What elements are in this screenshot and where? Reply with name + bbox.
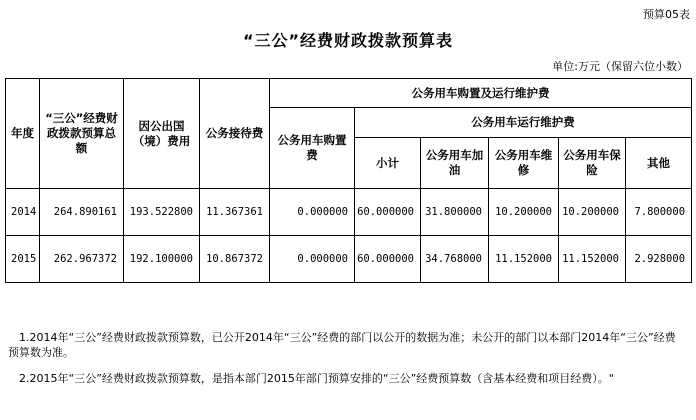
table-row — [6, 236, 692, 283]
header-other: 其他 — [626, 138, 692, 189]
notes-section — [8, 330, 684, 397]
cell-insurance: 10.200000 — [559, 189, 626, 236]
form-number: 预算05表 — [643, 8, 690, 21]
cell-other: 7.800000 — [626, 189, 692, 236]
page-title: “三公”经费财政拨款预算表 — [242, 31, 454, 50]
header-insurance: 公务用车保险 — [559, 138, 626, 189]
cell-reception: 10.867372 — [200, 236, 270, 283]
header-repair: 公务用车维修 — [489, 138, 559, 189]
cell-insurance: 11.152000 — [559, 236, 626, 283]
cell-total: 264.890161 — [40, 189, 124, 236]
note-item: 1.2014年“三公”经费财政拨款预算数，已公开2014年“三公”经费的部门以公开的数据为准；未公开的部门以本部门2014年“三公”经费预算数为准。 — [8, 331, 676, 359]
header-vehicle-group: 公务用车购置及运行维护费 — [270, 79, 692, 108]
cell-subtotal: 60.000000 — [355, 189, 421, 236]
cell-fuel: 34.768000 — [421, 236, 489, 283]
cell-vehicle-purchase: 0.000000 — [270, 236, 355, 283]
cell-reception: 11.367361 — [200, 189, 270, 236]
header-vehicle-operation: 公务用车运行维护费 — [355, 108, 692, 138]
cell-abroad: 192.100000 — [124, 236, 200, 283]
header-vehicle-purchase: 公务用车购置费 — [270, 108, 355, 189]
cell-abroad: 193.522800 — [124, 189, 200, 236]
cell-repair: 10.200000 — [489, 189, 559, 236]
cell-vehicle-purchase: 0.000000 — [270, 189, 355, 236]
cell-year: 2015 — [6, 236, 40, 283]
budget-table — [5, 78, 692, 283]
cell-subtotal: 60.000000 — [355, 236, 421, 283]
table-row — [6, 189, 692, 236]
unit-note: 单位:万元（保留六位小数） — [552, 60, 688, 73]
header-year: 年度 — [6, 79, 40, 189]
header-subtotal: 小计 — [355, 138, 421, 189]
note-item: 2.2015年“三公”经费财政拨款预算数，是指本部门2015年部门预算安排的“三公”经费预算数（含基本经费和项目经费）。" — [19, 372, 614, 385]
header-total: “三公”经费财政拨款预算总额 — [40, 79, 124, 189]
cell-year: 2014 — [6, 189, 40, 236]
header-fuel: 公务用车加油 — [421, 138, 489, 189]
cell-fuel: 31.800000 — [421, 189, 489, 236]
cell-total: 262.967372 — [40, 236, 124, 283]
header-abroad: 因公出国（境）费用 — [124, 79, 200, 189]
cell-other: 2.928000 — [626, 236, 692, 283]
cell-repair: 11.152000 — [489, 236, 559, 283]
header-reception: 公务接待费 — [200, 79, 270, 189]
